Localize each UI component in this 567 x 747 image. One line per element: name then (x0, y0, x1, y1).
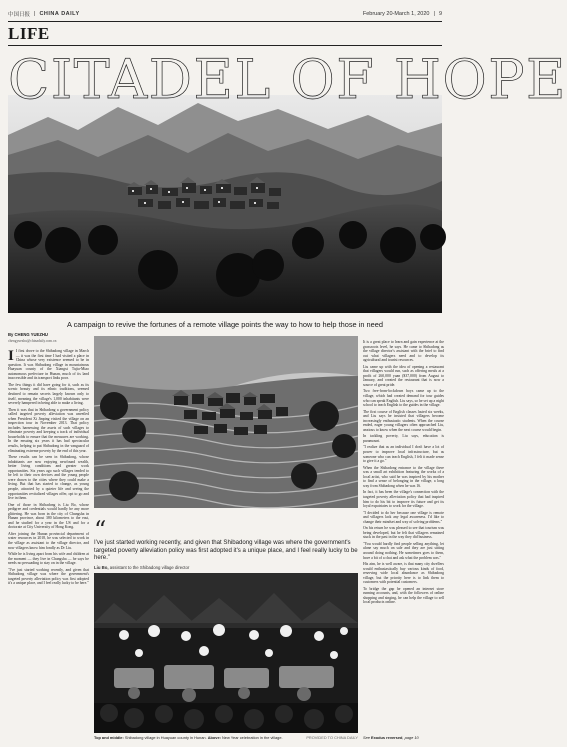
celebration-photo (94, 573, 358, 733)
pull-quote-role: assistant to the Shibadong village director (109, 564, 190, 570)
masthead-date: February 20-March 1, 2020 (362, 11, 430, 17)
masthead-separator: | (34, 11, 36, 17)
deck: A campaign to revive the fortunes of a remote village points the way to how to help those in need (67, 320, 383, 329)
paragraph: It is a great place to learn and gain experience at the grassroots level, he says. He came to Shibadong as the village director's assistant with the brief to find out what villagers need and to develop its agricultural and tourist resources. (363, 340, 444, 363)
photo-credit: PROVIDED TO CHINA DAILY (306, 735, 358, 740)
photo-caption-main (94, 735, 283, 740)
caption-text-above: New Year celebration in the village. (222, 735, 283, 740)
paragraph: The first course of English classes lasted six weeks, and Liu says he insisted that villagers become increasingly enthusiastic students. When the course ended, eager young villagers often approached Liu, anxious to know when the next course would begin. (363, 409, 444, 432)
article-column-4 (363, 340, 444, 607)
article-column-1 (8, 333, 89, 588)
paragraph: Then it was that in Shibadong a government policy called targeted poverty alleviation was unveiled when President Xi Jinping visited the village on an inspection tour in November 2013. That policy includes harnessing the assets of such villages to eliminate poverty and keeping a track of individual households to ensure that the measures are working. In the ensuing six years it has had spectacular results, helping to put Shibadong in the vanguard of eliminating extreme poverty by the end of this year. (8, 407, 89, 453)
continuation-page: page 10 (404, 735, 419, 740)
paragraph (8, 349, 89, 381)
section-label: LIFE (8, 24, 50, 43)
paragraph-text: I first drove to the Shibadong village in March — it was the first time I had visited a place in China whose very existence seemed to be in question. It was Shibadong village in mountainous Huayuan county of the Xiangxi Tujia-Miao autonomous prefecture in Hunan, much of its land inaccessible and its transport links poor. (8, 349, 89, 381)
paragraph: "I've just started working recently, and given that Shibadong village was where the government's targeted poverty alleviation policy was first adopted it's a unique place, and I feel really lucky to be here." (8, 567, 89, 586)
paragraph: After joining the Hunan provincial department of water resources in 2018, he was selected to work in the village as assistant to the village director, and now villagers know him fondly as Dr Liu. (8, 531, 89, 550)
caption-label-above: Above: (207, 735, 221, 740)
masthead-left (8, 10, 80, 18)
masthead-page-number: 9 (438, 11, 442, 17)
continuation-target: Exodus reversed (371, 735, 403, 740)
village-terraces-photo (94, 336, 358, 508)
masthead-separator-right: | (433, 11, 435, 17)
celebration-graphic (94, 573, 358, 733)
section-rule (8, 45, 442, 46)
paragraph: On his return he was pleased to see that tourism was being developed, but he felt that villagers remained stuck in the past in the way they did business. (363, 526, 444, 540)
paragraph: To bridge the gap he opened an internet store running accounts, and, with the followers of online shopping and singing, he can help the village to sell local products online. (363, 586, 444, 605)
village-terraces-graphic (94, 336, 358, 508)
continuation-prefix: See (363, 735, 370, 740)
photo-caption (94, 735, 358, 740)
paragraph: In tackling poverty, Liu says, education is paramount. (363, 434, 444, 443)
paragraph: "I decided to do her because one village is remote and villagers lack any legal awareness. I'd like to change their mindset and way of solving problems." (363, 510, 444, 524)
headline: CITADEL OF HOPE (8, 48, 567, 111)
paragraph: "I realize that as an individual I don't have a lot of power to improve local infrastructure, but as someone who can teach English, I felt it made sense to give it a go." (363, 445, 444, 464)
quote-mark-icon: “ (94, 516, 107, 544)
masthead-paper-name: CHINA DAILY (39, 11, 80, 17)
pull-quote-attribution (94, 565, 358, 570)
paragraph: When the Shibadong entrance to the village there was a small art exhibition featuring the works of a local artist, who said he was inspired by his mother to find a sense of belonging in the village, a long way from Shibadong when he was 16. (363, 465, 444, 488)
pull-quote (94, 516, 358, 570)
paragraph: "You would hardly find people selling anything, let alone say much on sale and they are just sitting around doing nothing. He sometimes goes to them, have a bit of a chat and ask what the problem was." (363, 541, 444, 560)
paragraph: These results can be seen in Shibadong, whose inhabitants are now enjoying newfound wealth, better living conditions and greater work opportunities. Six years ago such villages tended to be left to their own devices and the young people were drawn to the cities where they could make a living. But that has started to change, as young people, attracted by a quieter life and seeing the opportunities revitalized villages offer, opt to go and live in them. (8, 455, 89, 501)
paragraph: In fact, it has been the village's connection with the targeted poverty alleviation policy that had inspired him to do his bit to improve its future and get its loyal expatriates to work for the village. (363, 490, 444, 509)
drop-cap: I (8, 348, 14, 365)
masthead-rule (8, 21, 442, 22)
pull-quote-name: Liu Bo, (94, 564, 109, 570)
paragraph: Two free-from-lockdown boys came up to the village, which had created demand for tour guides who can speak English. Liu says, so he set up a night school to teach English to the guides in the village. (363, 389, 444, 408)
paragraph: While he is living apart from his wife and children at the moment — they live in Changsha — he says he needs no persuading to stay on in the village. (8, 552, 89, 566)
paragraph: Liu came up with the idea of opening a restaurant that villagers would run, such as offering meals at a profit of 260,000 yuan ($37,000) from August to January, and created the restaurant that is now a source of great pride. (363, 364, 444, 387)
pull-quote-text: I've just started working recently, and given that Shibadong village was where the government's targeted poverty alleviation policy was first adopted it's a unique place, and I feel really lucky to be here.” (94, 539, 358, 561)
caption-text-top: Shibadong village in Huayuan county in Hunan. (124, 735, 207, 740)
caption-label-top: Top and middle: (94, 735, 124, 740)
continuation-line[interactable]: See Exodus reversed, page 10 (363, 735, 419, 740)
paragraph: The few things it did have going for it, such as its scenic beauty and its ethnic traditions, seemed destined to remain secrets largely known only to itself, meaning the village's 1,000 inhabitants were severely hampered in being able to make a living. (8, 382, 89, 406)
byline-author: By CHENG YUEZHU (8, 332, 48, 337)
hero-photo-graphic (8, 95, 442, 313)
paragraph: His aim, he is well aware, is that many city dwellers would enthusiastically buy various kinds of food, reserving wide local abundance as Shibadong village, but the priority here is to link them to customers with potential customers. (363, 562, 444, 585)
masthead-page-prefix: 中国日报 (8, 12, 31, 18)
masthead-right (363, 11, 442, 17)
byline-email[interactable]: chengyuezhu@chinadaily.com.cn (8, 338, 57, 343)
paragraph: One of those in Shibadong is Liu Bo, whose pedigree and credentials would hardly be any more glittering. He was born in the city of Changsha in Hunan province, about 380 kilometers to the east, and he studied for a year in the US and for a doctorate at City University of Hong Kong. (8, 502, 89, 530)
masthead (8, 8, 442, 20)
hero-photo (8, 95, 442, 313)
